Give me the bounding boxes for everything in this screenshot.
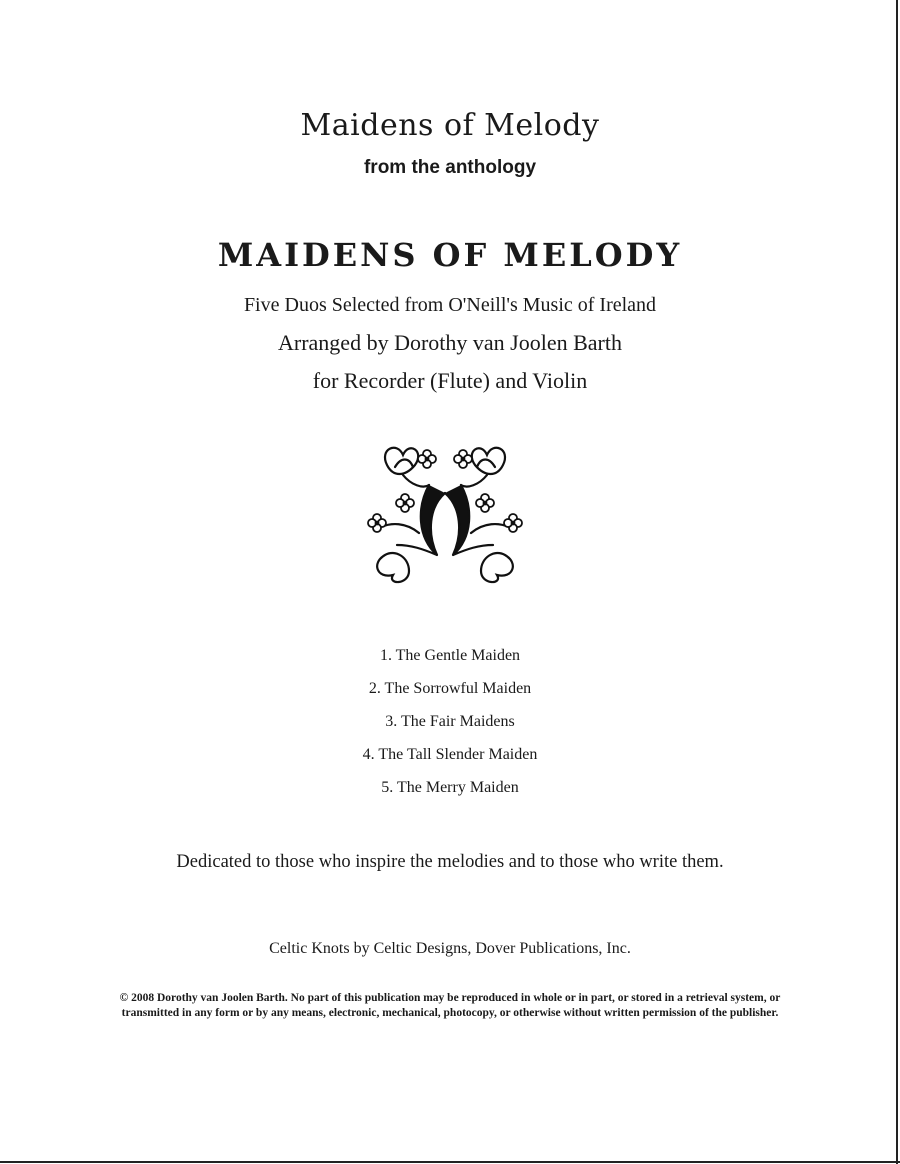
list-item: 4. The Tall Slender Maiden (362, 746, 538, 763)
celtic-knot-icon (357, 437, 533, 585)
description-line-1: Five Duos Selected from O'Neill's Music of Ireland (243, 294, 657, 316)
collection-title: MAIDENS OF MELODY (217, 236, 683, 274)
copyright-notice: © 2008 Dorothy van Joolen Barth. No part of this publication may be reproduced in whole or in part, or stored in a retrieval system, or transmitted in any form or by any means, electronic, mechanical, photocopy, or otherwise without written permission of the publisher. (119, 992, 781, 1019)
page-edge-bottom (0, 1161, 900, 1163)
list-item: 3. The Fair Maidens (385, 713, 515, 730)
description-line-2: Arranged by Dorothy van Joolen Barth (278, 330, 622, 355)
dedication: Dedicated to those who inspire the melodies and to those who write them. (176, 852, 724, 872)
description-line-3: for Recorder (Flute) and Violin (312, 368, 588, 393)
contents-list (0, 644, 900, 809)
credits: Celtic Knots by Celtic Designs, Dover Publications, Inc. (269, 940, 631, 957)
page-title: Maidens of Melody (300, 108, 600, 143)
list-item: 2. The Sorrowful Maiden (368, 680, 532, 697)
list-item: 1. The Gentle Maiden (379, 647, 521, 664)
page-subtitle: from the anthology (363, 157, 537, 178)
list-item: 5. The Merry Maiden (381, 779, 519, 796)
